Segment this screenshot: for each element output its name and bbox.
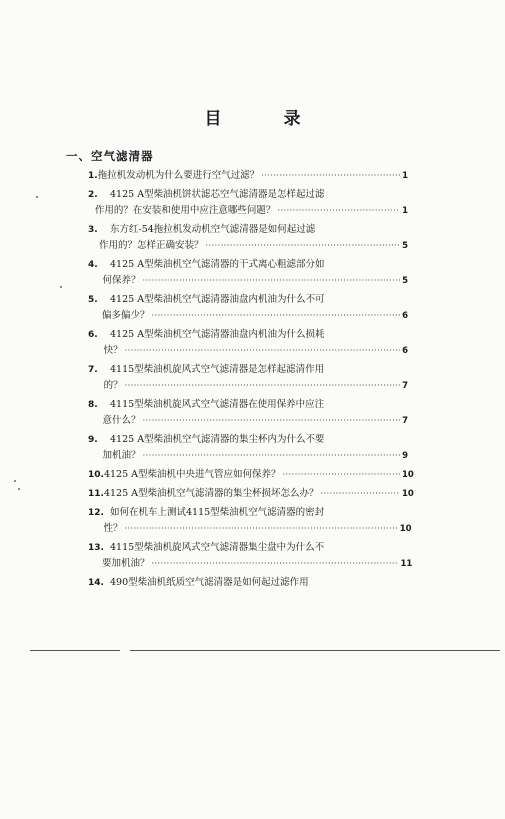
toc-page-number: 10 — [399, 524, 412, 534]
toc-entry-text: 东方红-54拖拉机发动机空气滤清器是如何起过滤 — [110, 224, 316, 235]
toc-entry-number: 12. — [88, 508, 104, 518]
toc-page-number: 5 — [402, 276, 408, 286]
toc-entry-text: 快？ — [103, 345, 123, 356]
toc-entry-number: 9. — [88, 435, 98, 445]
toc-entry-line — [88, 222, 408, 238]
toc-entry-number: 14. — [88, 578, 104, 588]
page-title: 目 录 — [204, 109, 329, 129]
toc-entry-line — [88, 448, 408, 464]
toc-entry — [88, 575, 408, 591]
toc-entry — [88, 467, 414, 483]
toc-entry — [88, 540, 413, 572]
toc-entry — [88, 432, 408, 464]
toc-entry-text: 4125 A型柴油机空气滤清器油盘内机油为什么不可 — [110, 294, 325, 305]
dot-leader — [125, 378, 400, 394]
toc-entry-text: 4125 A型柴油机饼状滤芯空气滤清器是怎样起过滤 — [110, 189, 325, 200]
toc-entry-line — [88, 556, 413, 572]
toc-entry-line — [88, 521, 412, 537]
toc-entry-line — [88, 327, 408, 343]
toc-entry-text: 4125 A型柴油机空气滤清器油盘内机油为什么损耗 — [110, 329, 325, 340]
toc-entry-line — [88, 397, 408, 413]
dot-leader — [124, 521, 397, 537]
toc-entry-text: 如何在机车上测试4115型柴油机空气滤清器的密封 — [110, 507, 325, 518]
horizontal-rule — [130, 650, 500, 651]
toc-entry-line — [88, 308, 408, 324]
toc-page-number: 6 — [402, 346, 408, 356]
toc-entry-text: 性？ — [103, 523, 123, 534]
toc-entry — [88, 327, 408, 359]
toc-entry-line — [88, 238, 408, 254]
toc-entry-number: 2. — [88, 190, 98, 200]
toc-entry-number: 3. — [88, 225, 98, 235]
table-of-contents — [88, 168, 414, 594]
dot-leader — [143, 448, 400, 464]
toc-entry — [88, 257, 408, 289]
toc-entry-text: 作用的？怎样正确安装？ — [98, 240, 204, 251]
toc-entry-line — [88, 168, 408, 184]
toc-entry-line — [88, 292, 408, 308]
toc-entry-text: 4125 A型柴油机中央进气管应如何保养？ — [103, 469, 281, 480]
dot-leader — [125, 343, 400, 359]
toc-entry-text: 要加机油？ — [101, 558, 150, 569]
dot-leader — [261, 168, 400, 184]
toc-page-number: 5 — [402, 241, 408, 251]
toc-entry — [88, 292, 408, 324]
toc-entry-text: 作用的？在安装和使用中应注意哪些问题？ — [94, 205, 276, 216]
dot-leader — [151, 556, 398, 572]
toc-entry-number: 13. — [88, 543, 104, 553]
horizontal-rule — [30, 650, 120, 651]
toc-entry — [88, 486, 414, 502]
toc-entry-text: 4115型柴油机旋风式空气滤清器集尘盘中为什么不 — [110, 542, 325, 553]
section-heading: 一、空气滤清器 — [66, 149, 154, 163]
toc-page-number: 10 — [402, 470, 414, 480]
dot-leader — [321, 486, 400, 502]
toc-entry-number: 7. — [88, 365, 98, 375]
toc-page-number: 7 — [402, 416, 408, 426]
dot-leader — [143, 273, 400, 289]
toc-entry-line — [88, 467, 414, 483]
toc-entry-line — [88, 413, 408, 429]
dot-leader — [283, 467, 400, 483]
toc-entry — [88, 168, 408, 184]
toc-entry-text: 何保养？ — [102, 275, 141, 286]
toc-entry-number: 8. — [88, 400, 98, 410]
toc-page-number: 6 — [402, 311, 408, 321]
toc-entry-line — [88, 432, 408, 448]
toc-entry-line — [88, 203, 408, 219]
toc-page-number: 1 — [402, 206, 408, 216]
toc-entry-number: 10. — [88, 470, 104, 480]
scan-speck — [18, 488, 20, 490]
toc-entry-number: 1. — [88, 171, 98, 181]
toc-entry-text: 4125 A型柴油机空气滤清器的集尘杯损坏怎么办？ — [103, 488, 319, 499]
toc-entry-line — [88, 575, 408, 591]
toc-entry-number: 4. — [88, 260, 98, 270]
toc-entry-number: 5. — [88, 295, 98, 305]
toc-entry — [88, 505, 412, 537]
toc-entry-line — [88, 273, 408, 289]
toc-entry-text: 490型柴油机纸质空气滤清器是如何起过滤作用 — [110, 577, 309, 588]
dot-leader — [143, 413, 400, 429]
dot-leader — [277, 203, 400, 219]
toc-page-number: 10 — [402, 489, 414, 499]
scan-speck — [36, 196, 38, 198]
toc-entry — [88, 187, 408, 219]
toc-page-number: 11 — [400, 559, 413, 569]
toc-entry-line — [88, 378, 408, 394]
toc-page-number: 1 — [402, 171, 408, 181]
toc-entry-number: 6. — [88, 330, 98, 340]
scan-speck — [14, 480, 16, 482]
toc-entry-line — [88, 187, 408, 203]
toc-entry-text: 4115型柴油机旋风式空气滤清器在使用保养中应注 — [110, 399, 325, 410]
toc-entry-number: 11. — [88, 489, 104, 499]
toc-entry-text: 拖拉机发动机为什么要进行空气过滤？ — [97, 170, 260, 181]
scan-speck — [60, 286, 62, 288]
toc-entry-text: 意什么？ — [102, 415, 141, 426]
dot-leader — [152, 308, 400, 324]
toc-page-number: 7 — [402, 381, 408, 391]
toc-entry-text: 4115型柴油机旋风式空气滤清器是怎样起滤清作用 — [110, 364, 325, 375]
toc-entry-line — [88, 505, 408, 521]
toc-page-number: 9 — [402, 451, 408, 461]
toc-entry — [88, 222, 408, 254]
toc-entry-text: 4125 A型柴油机空气滤清器的集尘杯内为什么不要 — [110, 434, 325, 445]
toc-entry — [88, 362, 408, 394]
toc-entry-line — [88, 343, 408, 359]
dot-leader — [206, 238, 401, 254]
toc-entry-line — [88, 362, 408, 378]
toc-entry-text: 偏多偏少？ — [102, 310, 150, 321]
toc-entry-text: 的？ — [103, 380, 123, 391]
toc-entry-text: 4125 A型柴油机空气滤清器的干式离心粗滤部分如 — [110, 259, 325, 270]
toc-entry-text: 加机油？ — [102, 450, 141, 461]
toc-entry-line — [88, 257, 408, 273]
toc-entry-line — [88, 540, 408, 556]
toc-entry — [88, 397, 408, 429]
toc-entry-line — [88, 486, 414, 502]
